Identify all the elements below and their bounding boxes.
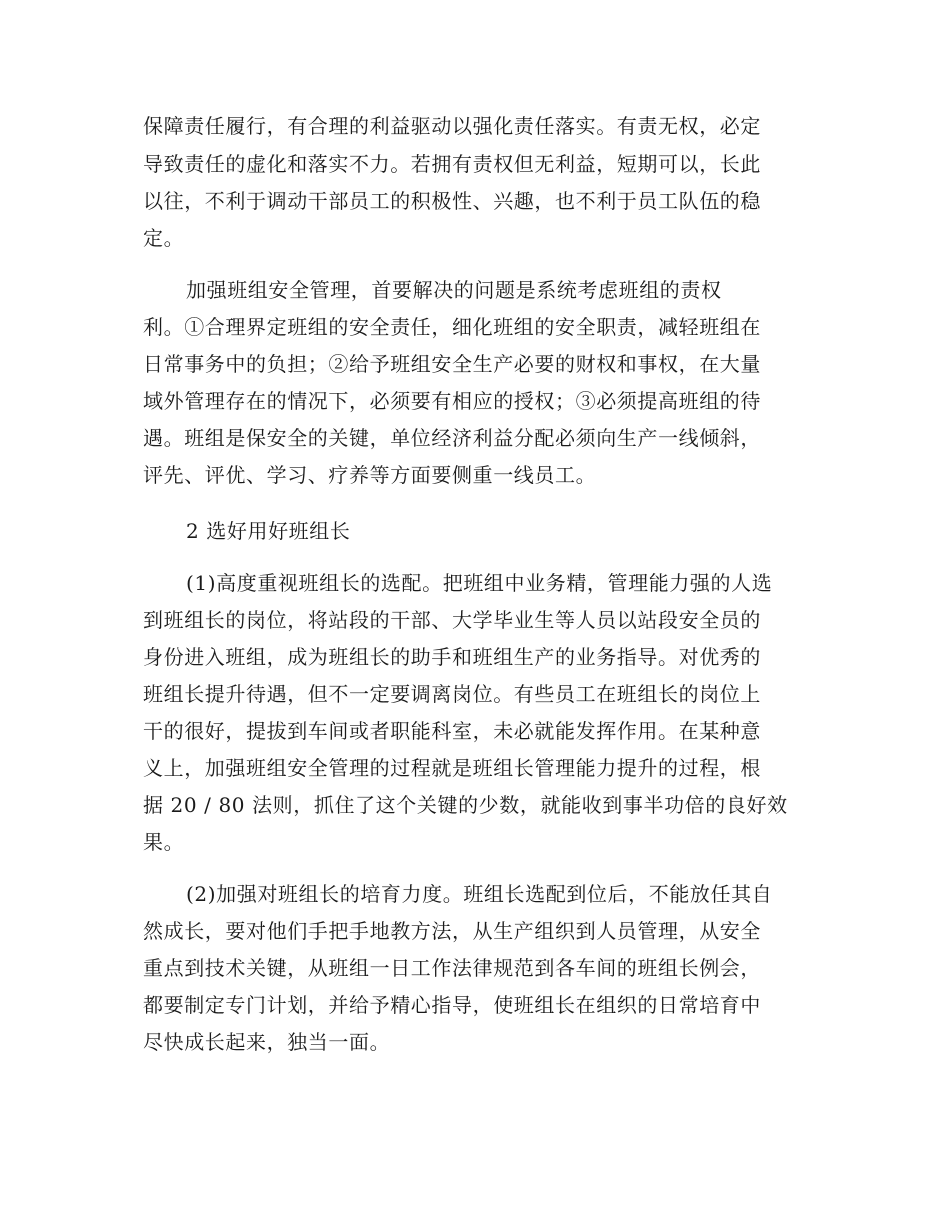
text-line: 据 20 / 80 法则，抓住了这个关键的少数，就能收到事半功倍的良好效: [143, 793, 788, 817]
text-line: 义上，加强班组安全管理的过程就是班组长管理能力提升的过程，根: [143, 756, 761, 780]
text-line: (1)高度重视班组长的选配。把班组中业务精，管理能力强的人选: [186, 571, 773, 595]
text-line: 干的很好，提拔到车间或者职能科室，未必就能发挥作用。在某种意: [143, 719, 761, 743]
text-line: 班组长提升待遇，但不一定要调离岗位。有些员工在班组长的岗位上: [143, 682, 761, 706]
text-line: 域外管理存在的情况下，必须要有相应的授权；③必须提高班组的待: [143, 389, 761, 413]
text-line: 保障责任履行，有合理的利益驱动以强化责任落实。有责无权，必定: [143, 114, 761, 138]
text-line: 身份进入班组，成为班组长的助手和班组生产的业务指导。对优秀的: [143, 645, 761, 669]
text-line: 尽快成长起来，独当一面。: [143, 1030, 391, 1054]
text-line: 导致责任的虚化和落实不力。若拥有责权但无利益，短期可以，长此: [143, 152, 761, 176]
text-line: 遇。班组是保安全的关键，单位经济利益分配必须向生产一线倾斜，: [143, 426, 761, 450]
text-line: 加强班组安全管理，首要解决的问题是系统考虑班组的责权: [186, 278, 722, 302]
text-line: 定。: [143, 226, 185, 250]
text-line: 重点到技术关键，从班组一日工作法律规范到各车间的班组长例会，: [143, 956, 761, 980]
text-line: (2)加强对班组长的培育力度。班组长选配到位后，不能放任其自: [186, 882, 773, 906]
text-line: 利。①合理界定班组的安全责任，细化班组的安全职责，减轻班组在: [143, 315, 761, 339]
text-line: 到班组长的岗位，将站段的干部、大学毕业生等人员以站段安全员的: [143, 608, 761, 632]
heading-text: 2 选好用好班组长: [186, 519, 351, 543]
text-line: 然成长，要对他们手把手地教方法，从生产组织到人员管理，从安全: [143, 919, 761, 943]
text-line: 都要制定专门计划，并给予精心指导，使班组长在组织的日常培育中: [143, 993, 761, 1017]
text-line: 以往，不利于调动干部员工的积极性、兴趣，也不利于员工队伍的稳: [143, 189, 761, 213]
text-line: 日常事务中的负担；②给予班组安全生产必要的财权和事权，在大量: [143, 352, 761, 376]
text-line: 果。: [143, 830, 185, 854]
text-line: 评先、评优、学习、疗养等方面要侧重一线员工。: [143, 463, 597, 487]
